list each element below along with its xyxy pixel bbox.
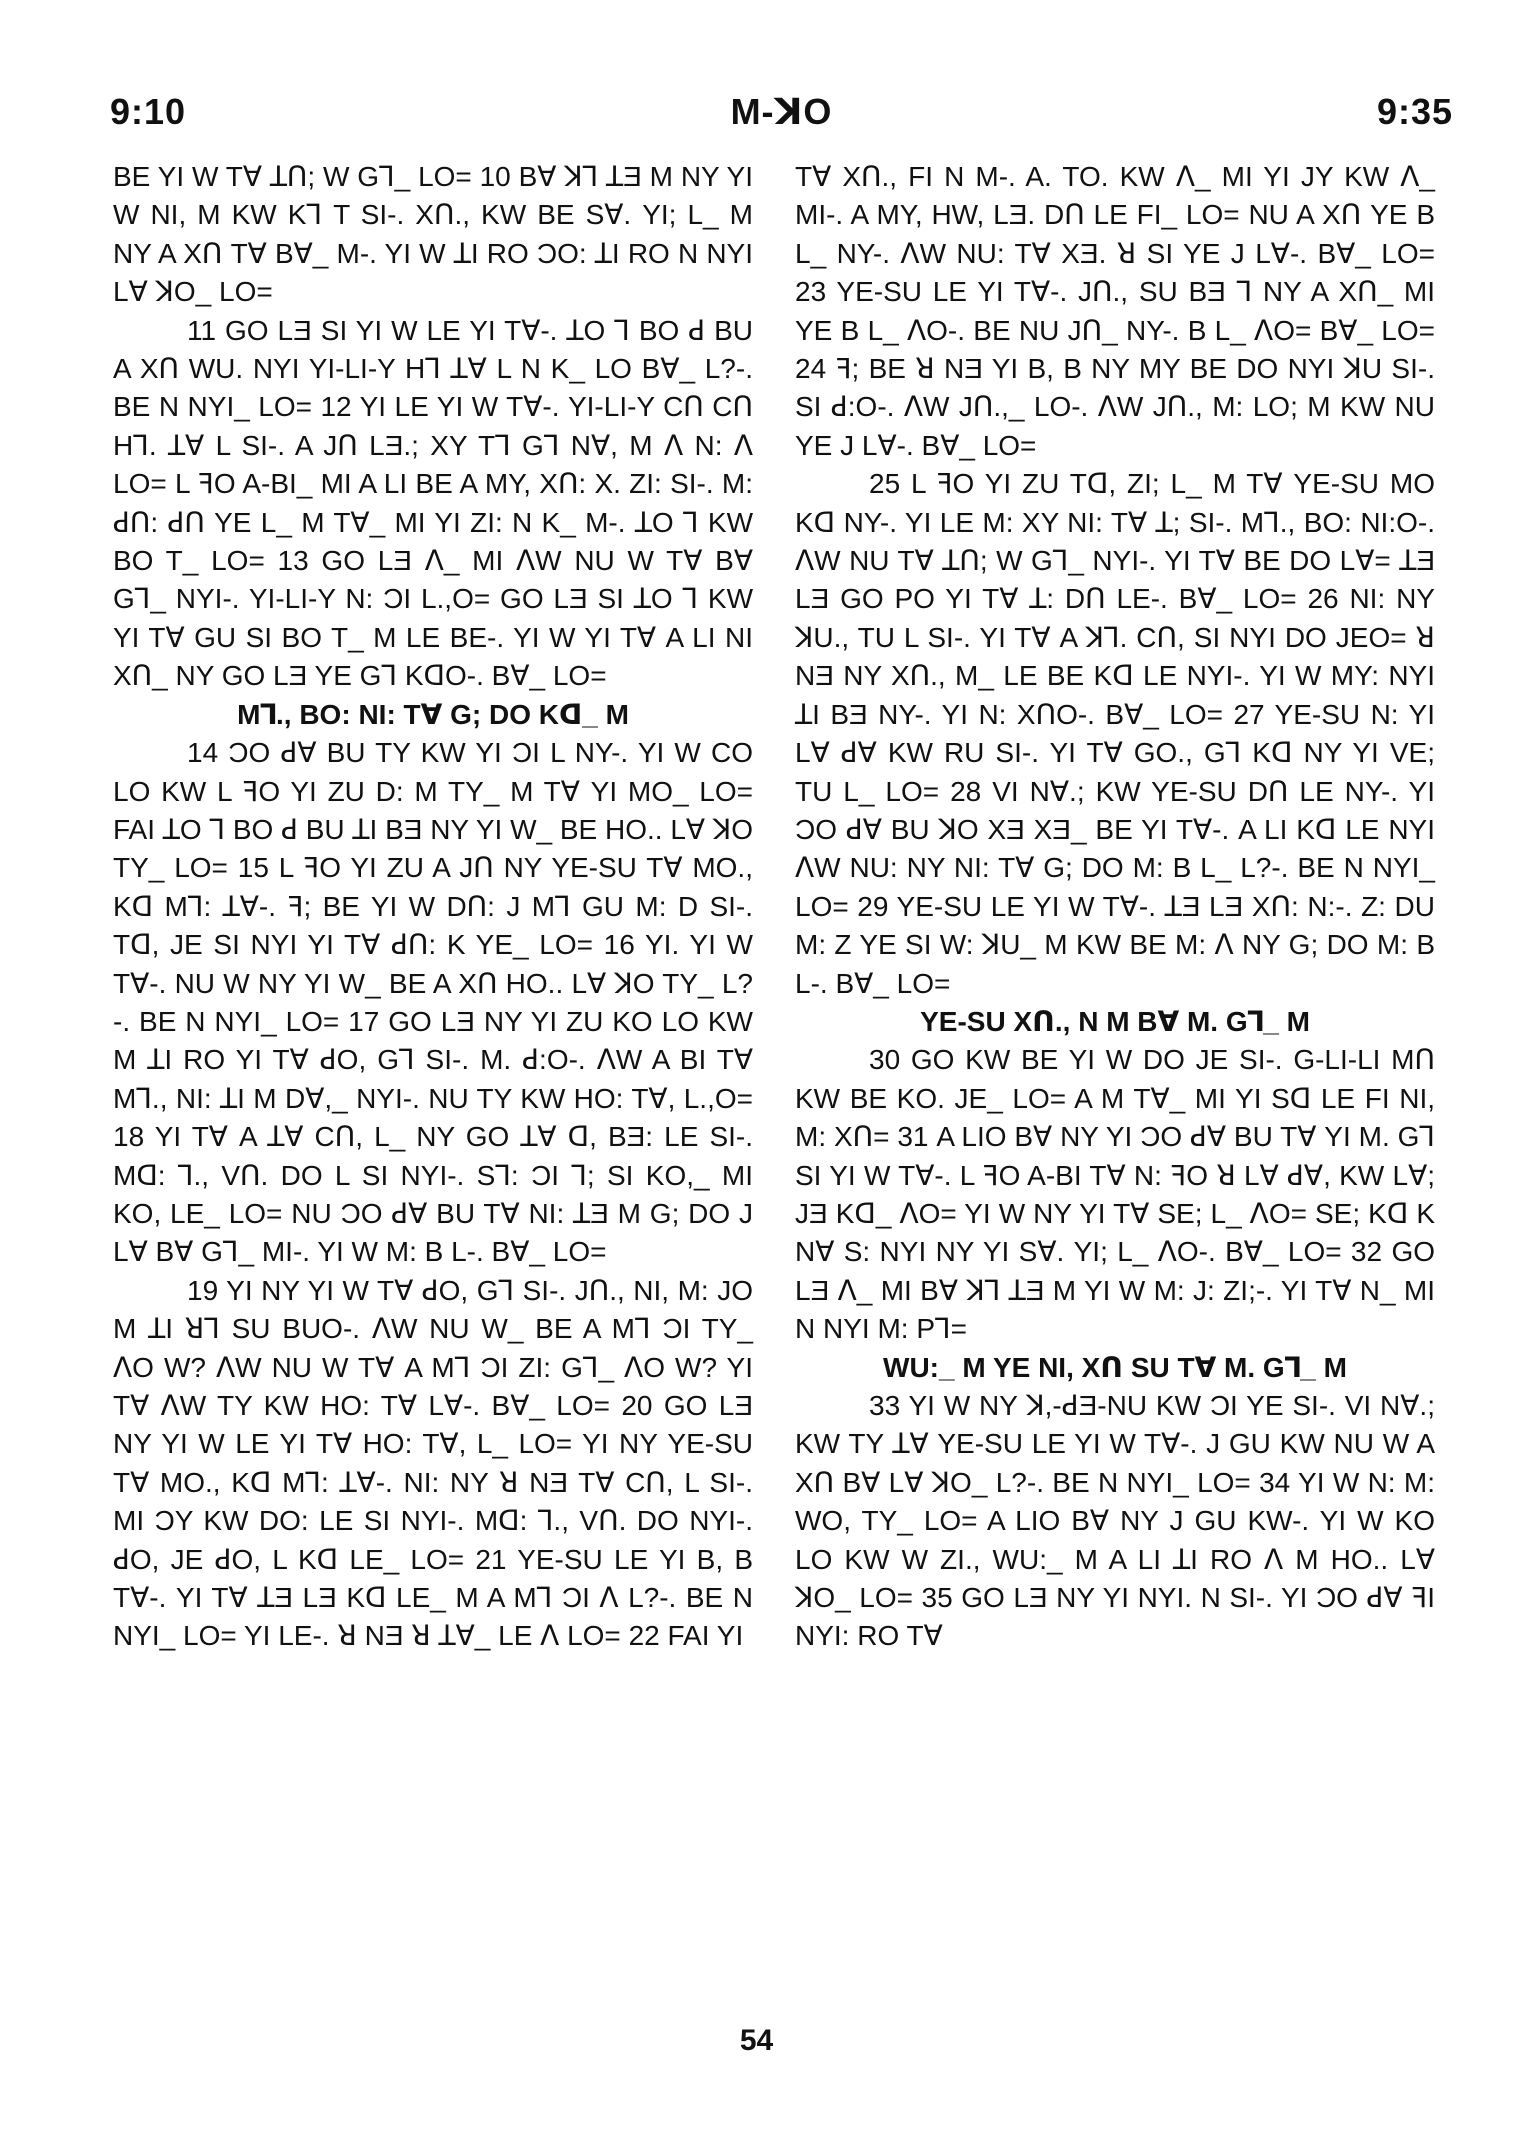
right-chapter-verse-ref: 9:35 bbox=[1376, 91, 1453, 132]
verse-paragraph: 30 GO KW BE YI W DO JE SI-. G-LI-LI Mꓵ KW BE KO. JE_ LO= A M Tꓯ_ MI YI Sꓷ LE FI NI, M: Xꓵ= 31 A LIO Bꓯ NY YI ƆO ꓒꓯ BU Tꓯ YI M. Gꓶ SI YI W Tꓯ-. L ꟻO A-BI Tꓯ N: ꟻO ꓤ Lꓯ ꓒꓯ, KW Lꓯ; JƎ Kꓷ_ ꓥO= YI W NY YI Tꓯ SE; L_ ꓥO= SE; Kꓷ K Nꓯ S: NYI NY YI Sꓯ. YI; L_ ꓥO-. Bꓯ_ LO= 32 GO LƎ ꓥ_ MI Bꓯ ꓘꓶ ꓕƎ M YI W M: J: ZI;-. YI Tꓯ N_ MI N NYI M: Pꓶ= bbox=[795, 1044, 1436, 1345]
page-header bbox=[110, 88, 1453, 136]
verse-paragraph: 14 ƆO ꓒꓯ BU TY KW YI ƆI L NY-. YI W CO LO KW L ꟻO YI ZU D: M TY_ M Tꓯ YI MO_ LO= FAI ꓕO ꓶ BO ꓒ BU ꓕI BƎ NY YI W_ BE HO.. Lꓯ ꓘO TY_ LO= 15 L ꟻO YI ZU A Jꓵ NY YE-SU Tꓯ MO., Kꓷ Mꓶ: ꓕꓯ-. ꟻ; BE YI W Dꓵ: J Mꓶ GU M: D SI-. Tꓷ, JE SI NYI YI Tꓯ ꓒꓵ: K YE_ LO= 16 YI. YI W Tꓯ-. NU W NY YI W_ BE A Xꓵ HO.. Lꓯ ꓘO TY_ L?-. BE N NYI_ LO= 17 GO LƎ NY YI ZU KO LO KW M ꓕI RO YI Tꓯ ꓒO, Gꓶ SI-. M. ꓒ:O-. ꓥW A BI Tꓯ Mꓶ., NI: ꓕI M Dꓯ,_ NYI-. NU TY KW HO: Tꓯ, L.,O= 18 YI Tꓯ A ꓕꓯ Cꓵ, L_ NY GO ꓕꓯ ꓷ, BƎ: LE SI-. Mꓷ: ꓶ., Vꓵ. DO L SI NYI-. Sꓶ: ƆI ꓶ; SI KO,_ MI KO, LE_ LO= NU ƆO ꓒꓯ BU Tꓯ NI: ꓕƎ M G; DO J Lꓯ Bꓯ Gꓶ_ MI-. YI W M: B L-. Bꓯ_ LO= bbox=[113, 737, 753, 1268]
section-heading: YE-SU Xꓵ., N M Bꓯ M. Gꓶ_ M bbox=[920, 1005, 1310, 1037]
verse-paragraph: Tꓯ Xꓵ., FI N M-. A. TO. KW ꓥ_ MI YI JY KW ꓥ_ MI-. A MY, HW, LƎ. Dꓵ LE FI_ LO= NU A Xꓵ YE B L_ NY-. ꓥW NU: Tꓯ XƎ. ꓤ SI YE J Lꓯ-. Bꓯ_ LO= 23 YE-SU LE YI Tꓯ-. Jꓵ., SU BƎ ꓶ NY A Xꓵ_ MI YE B L_ ꓥO-. BE NU Jꓵ_ NY-. B L_ ꓥO= Bꓯ_ LO= 24 ꟻ; BE ꓤ NƎ YI B, B NY MY BE DO NYI ꓘU SI-. SI ꓒ:O-. ꓥW Jꓵ.,_ LO-. ꓥW Jꓵ., M: LO; M KW NU YE J Lꓯ-. Bꓯ_ LO= bbox=[795, 161, 1435, 461]
right-text-column bbox=[795, 158, 1435, 1656]
left-text-column bbox=[113, 158, 753, 1656]
book-title: M-ꓘO bbox=[730, 91, 833, 132]
section-heading: Mꓶ., BO: NI: Tꓯ G; DO Kꓷ_ M bbox=[237, 698, 629, 730]
verse-paragraph: 11 GO LƎ SI YI W LE YI Tꓯ-. ꓕO ꓶ BO ꓒ BU A Xꓵ WU. NYI YI-LI-Y Hꓶ ꓕꓯ L N K_ LO Bꓯ_ L?-. BE N NYI_ LO= 12 YI LE YI W Tꓯ-. YI-LI-Y Cꓵ Cꓵ Hꓶ. ꓕꓯ L SI-. A Jꓵ LƎ.; XY Tꓶ Gꓶ Nꓯ, M ꓥ N: ꓥ LO= L ꟻO A-BI_ MI A LI BE A MY, Xꓵ: X. ZI: SI-. M: ꓒꓵ: ꓒꓵ YE L_ M Tꓯ_ MI YI ZI: N K_ M-. ꓕO ꓶ KW BO T_ LO= 13 GO LƎ ꓥ_ MI ꓥW NU W Tꓯ Bꓯ Gꓶ_ NYI-. YI-LI-Y N: ƆI L.,O= GO LƎ SI ꓕO ꓶ KW YI Tꓯ GU SI BO T_ M LE BE-. YI W YI Tꓯ A LI NI Xꓵ_ NY GO LƎ YE Gꓶ KꓷO-. Bꓯ_ LO= bbox=[113, 314, 753, 692]
left-chapter-verse-ref: 9:10 bbox=[110, 91, 187, 132]
section-heading: WU:_ M YE NI, Xꓵ SU Tꓯ M. Gꓶ_ M bbox=[883, 1351, 1347, 1383]
verse-paragraph: 25 L ꟻO YI ZU Tꓷ, ZI; L_ M Tꓯ YE-SU MO Kꓷ NY-. YI LE M: XY NI: Tꓯ ꓕ; SI-. Mꓶ., BO: NI:O-. ꓥW NU Tꓯ ꓕꓵ; W Gꓶ_ NYI-. YI Tꓯ BE DO Lꓯ= ꓕƎ LƎ GO PO YI Tꓯ ꓕ: Dꓵ LE-. Bꓯ_ LO= 26 NI: NY ꓘU., TU L SI-. YI Tꓯ A ꓘꓶ. Cꓵ, SI NYI DO JEO= ꓤ NƎ NY Xꓵ., M_ LE BE Kꓷ LE NYI-. YI W MY: NYI ꓕI BƎ NY-. YI N: XꓵO-. Bꓯ_ LO= 27 YE-SU N: YI Lꓯ ꓒꓯ KW RU SI-. YI Tꓯ GO., Gꓶ Kꓷ NY YI VE; TU L_ LO= 28 VI Nꓯ.; KW YE-SU Dꓵ LE NY-. YI ƆO ꓒꓯ BU ꓘO XƎ XƎ_ BE YI Tꓯ-. A LI Kꓷ LE NYI ꓥW NU: NY NI: Tꓯ G; DO M: B L_ L?-. BE N NYI_ LO= 29 YE-SU LE YI W Tꓯ-. ꓕƎ LƎ Xꓵ: N:-. Z: DU M: Z YE SI W: ꓘU_ M KW BE M: ꓥ NY G; DO M: B L-. Bꓯ_ LO= bbox=[795, 468, 1435, 999]
verse-paragraph: 33 YI W NY ꓘ,-ꓒƎ-NU KW ƆI YE SI-. VI Nꓯ.; KW TY ꓕꓯ YE-SU LE YI W Tꓯ-. J GU KW NU W A Xꓵ Bꓯ Lꓯ ꓘO_ L?-. BE N NYI_ LO= 34 YI W N: M: WO, TY_ LO= A LIO Bꓯ NY J GU KW-. YI W KO LO KW W ZI., WU:_ M A LI ꓕI RO ꓥ M HO.. Lꓯ ꓘO_ LO= 35 GO LƎ NY YI NYI. N SI-. YI ƆO ꓒꓯ ꟻI NYI: RO Tꓯ bbox=[795, 1390, 1435, 1652]
verse-paragraph: 19 YI NY YI W Tꓯ ꓒO, Gꓶ SI-. Jꓵ., NI, M: JO M ꓕI ꓤꓶ SU BUO-. ꓥW NU W_ BE A Mꓶ ƆI TY_ ꓥO W? ꓥW NU W Tꓯ A Mꓶ ƆI ZI: Gꓶ_ ꓥO W? YI Tꓯ ꓥW TY KW HO: Tꓯ Lꓯ-. Bꓯ_ LO= 20 GO LƎ NY YI W LE YI Tꓯ HO: Tꓯ, L_ LO= YI NY YE-SU Tꓯ MO., Kꓷ Mꓶ: ꓕꓯ-. NI: NY ꓤ NƎ Tꓯ Cꓵ, L SI-. MI ƆY KW DO: LE SI NYI-. Mꓷ: ꓶ., Vꓵ. DO NYI-. ꓒO, JE ꓒO, L Kꓷ LE_ LO= 21 YE-SU LE YI B, B Tꓯ-. YI Tꓯ ꓕƎ LƎ Kꓷ LE_ M A Mꓶ ƆI ꓥ L?-. BE N NYI_ LO= YI LE-. ꓤ NƎ ꓤ ꓕꓯ_ LE ꓥ LO= 22 FAI YI bbox=[113, 1274, 753, 1652]
verse-paragraph: BE YI W Tꓯ ꓕꓵ; W Gꓶ_ LO= 10 Bꓯ ꓘꓶ ꓕƎ M NY YI W NI, M KW Kꓶ T SI-. Xꓵ., KW BE Sꓯ. YI; L_ M NY A Xꓵ Tꓯ Bꓯ_ M-. YI W ꓕI RO ƆO: ꓕI RO N NYI Lꓯ ꓘO_ LO= bbox=[113, 161, 753, 308]
page-number: 54 bbox=[739, 2024, 774, 2057]
